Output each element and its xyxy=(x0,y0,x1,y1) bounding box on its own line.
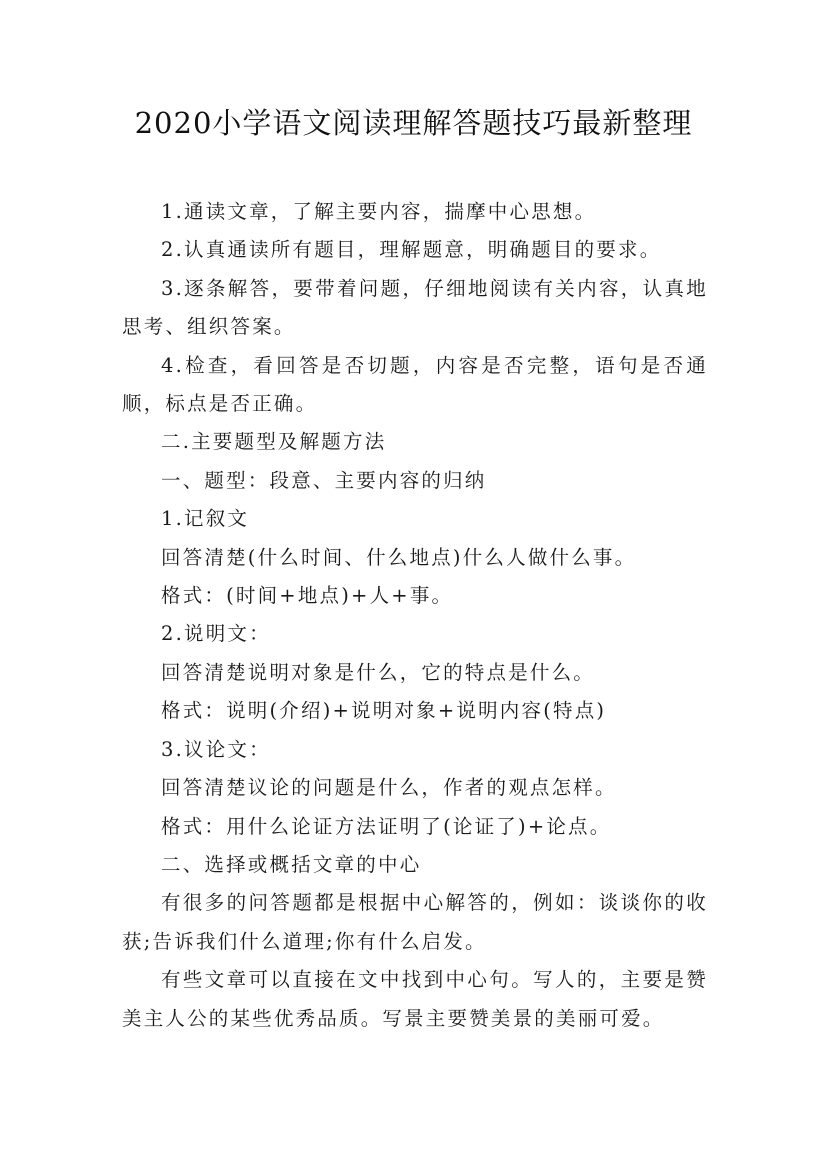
subheading-expository: 2.说明文： xyxy=(161,622,271,646)
paragraph-4: 4.检查，看回答是否切题，内容是否完整，语句是否通顺，标点是否正确。 xyxy=(122,353,708,416)
paragraph-1: 1.通读文章，了解主要内容，揣摩中心思想。 xyxy=(161,200,597,223)
subheading-narrative: 1.记叙文 xyxy=(161,507,250,531)
paragraph-expository-format: 格式：说明(介绍)+说明对象+说明内容(特点) xyxy=(161,699,607,723)
paragraph-central-idea-2: 有些文章可以直接在文中找到中心句。写人的，主要是赞美主人公的某些优秀品质。写景主要赞美景的美丽可爱。 xyxy=(122,968,708,1030)
paragraph-argumentative-answer: 回答清楚议论的问题是什么，作者的观点怎样。 xyxy=(161,776,617,800)
subheading-central-idea: 二、选择或概括文章的中心 xyxy=(161,852,422,876)
paragraph-3: 3.逐条解答，要带着问题，仔细地阅读有关内容，认真地思考、组织答案。 xyxy=(122,276,708,339)
paragraph-narrative-answer: 回答清楚(什么时间、什么地点)什么人做什么事。 xyxy=(161,545,637,569)
subheading-summary-type: 一、题型：段意、主要内容的归纳 xyxy=(161,468,487,492)
paragraph-argumentative-format: 格式：用什么论证方法证明了(论证了)+论点。 xyxy=(161,814,612,838)
paragraph-expository-answer: 回答清楚说明对象是什么，它的特点是什么。 xyxy=(161,660,596,684)
document-body xyxy=(122,193,708,1038)
paragraph-central-idea-1: 有很多的问答题都是根据中心解答的，例如：谈谈你的收获;告诉我们什么道理;你有什么启发。 xyxy=(122,891,708,953)
subheading-argumentative: 3.议论文： xyxy=(161,737,271,761)
paragraph-narrative-format: 格式：(时间+地点)+人+事。 xyxy=(161,584,454,608)
paragraph-2: 2.认真通读所有题目，理解题意，明确题目的要求。 xyxy=(161,238,662,262)
section-heading-question-types: 二.主要题型及解题方法 xyxy=(161,430,387,454)
document-title: 2020小学语文阅读理解答题技巧最新整理 xyxy=(134,106,693,140)
